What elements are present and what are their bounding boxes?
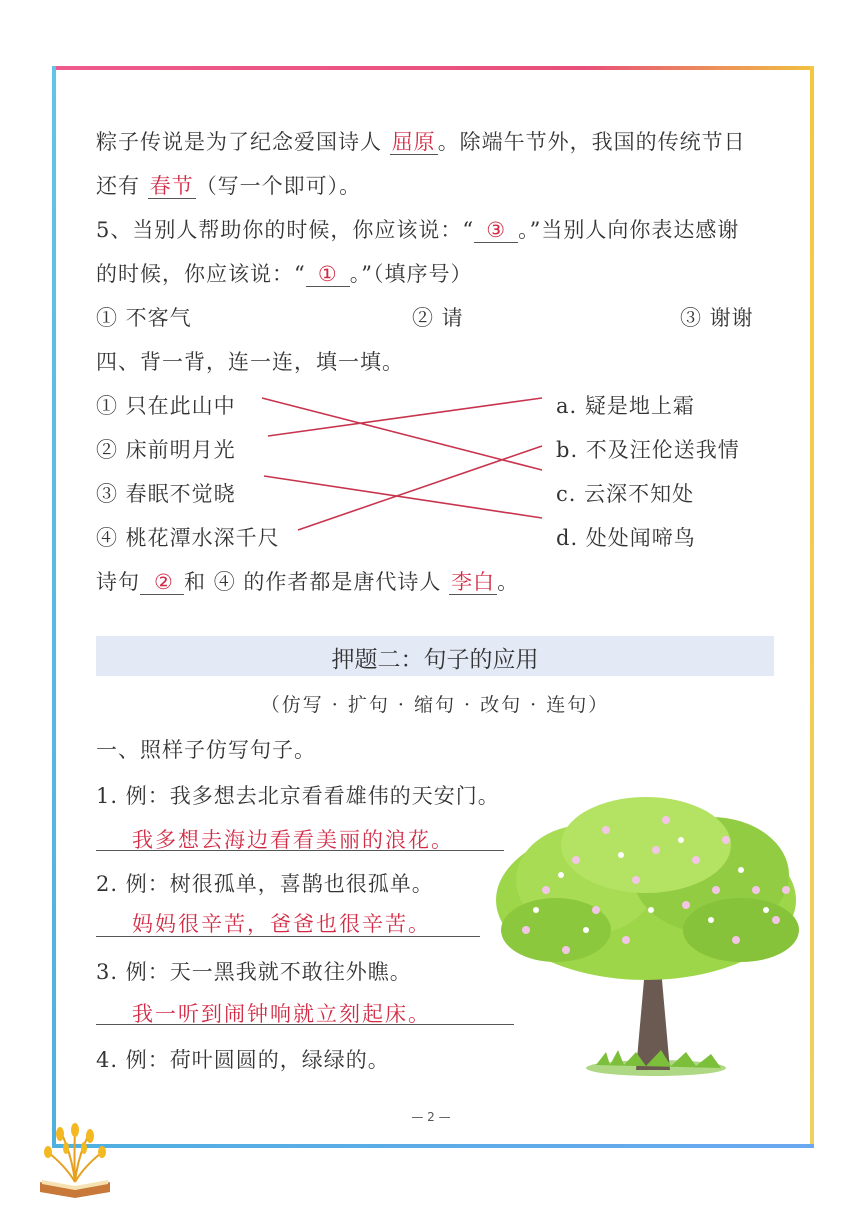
text-segment: 粽子传说是为了纪念爱国诗人 (96, 130, 382, 154)
text-segment: 。除端午节外，我国的传统节日 (437, 130, 746, 154)
text-segment: 和 (184, 570, 206, 594)
left-item-3: ③ 春眠不觉晓 (96, 482, 236, 506)
answer-line-3 (96, 1024, 514, 1025)
q5-answer-1: ③ (474, 218, 518, 243)
example-2: 2. 例：树很孤单，喜鹊也很孤单。 (96, 872, 434, 896)
section-subtitle: （仿写 · 扩句 · 缩句 · 改句 · 连句） (260, 694, 610, 716)
right-item-a: a. 疑是地上霜 (556, 394, 695, 418)
match-line-2-a (268, 398, 542, 436)
text-segment: ④ (213, 570, 236, 594)
answer-1: 我多想去海边看看美丽的浪花。 (132, 828, 454, 852)
answer-2: 妈妈很辛苦，爸爸也很辛苦。 (132, 912, 431, 936)
page-number: — 2 — (411, 1110, 451, 1124)
text-segment: 5、当别人帮助你的时候，你应该说：“ (96, 218, 475, 242)
answer-line-2 (96, 936, 480, 937)
example-1: 1. 例：我多想去北京看看雄伟的天安门。 (96, 784, 500, 808)
right-item-b: b. 不及汪伦送我情 (556, 438, 740, 462)
match-line-1-c (262, 398, 542, 470)
q5-option-3: ③ 谢谢 (680, 306, 754, 330)
text-segment: 诗句 (96, 570, 140, 594)
text-segment: 的时候，你应该说：“ (96, 262, 306, 286)
answer-chunjie: 春节 (149, 174, 194, 198)
left-item-4: ④ 桃花潭水深千尺 (96, 526, 280, 550)
q5-option-2: ② 请 (412, 306, 464, 330)
fill-answer-1: ② (154, 570, 174, 594)
q5-answer-2: ① (306, 262, 350, 287)
answer-3: 我一听到闹钟响就立刻起床。 (132, 1002, 431, 1026)
match-line-3-d (264, 476, 542, 518)
q5-option-1: ① 不客气 (96, 306, 192, 330)
text-segment: 。”（填序号） (349, 262, 473, 286)
fill-answer-libai: 李白 (451, 570, 496, 594)
section4-fill-line (96, 566, 519, 596)
example-4: 4. 例：荷叶圆圆的，绿绿的。 (96, 1048, 390, 1072)
text-segment: 还有 (96, 174, 140, 198)
section-title: 押题二：句子的应用 (331, 647, 539, 673)
text-segment: 的作者都是唐代诗人 (243, 570, 442, 594)
fill-blank-1 (140, 570, 184, 595)
text-segment: 。”当别人向你表达感谢 (518, 218, 740, 242)
wheat-book-logo-icon (30, 1120, 120, 1200)
right-item-d: d. 处处闻啼鸟 (556, 526, 696, 550)
blossom-tree-icon (486, 790, 812, 1080)
text-segment: （写一个即可）。 (195, 174, 362, 198)
text-segment: 。 (497, 570, 520, 594)
left-item-2: ② 床前明月光 (96, 438, 236, 462)
answer-line-1 (96, 850, 504, 851)
left-item-1: ① 只在此山中 (96, 394, 236, 418)
part1-heading: 一、照样子仿写句子。 (96, 738, 316, 762)
match-line-4-b (298, 446, 542, 530)
answer-quyuan: 屈原 (391, 130, 436, 154)
section4-heading: 四、背一背，连一连，填一填。 (96, 350, 404, 374)
example-3: 3. 例：天一黑我就不敢往外瞧。 (96, 960, 412, 984)
right-item-c: c. 云深不知处 (556, 482, 695, 506)
